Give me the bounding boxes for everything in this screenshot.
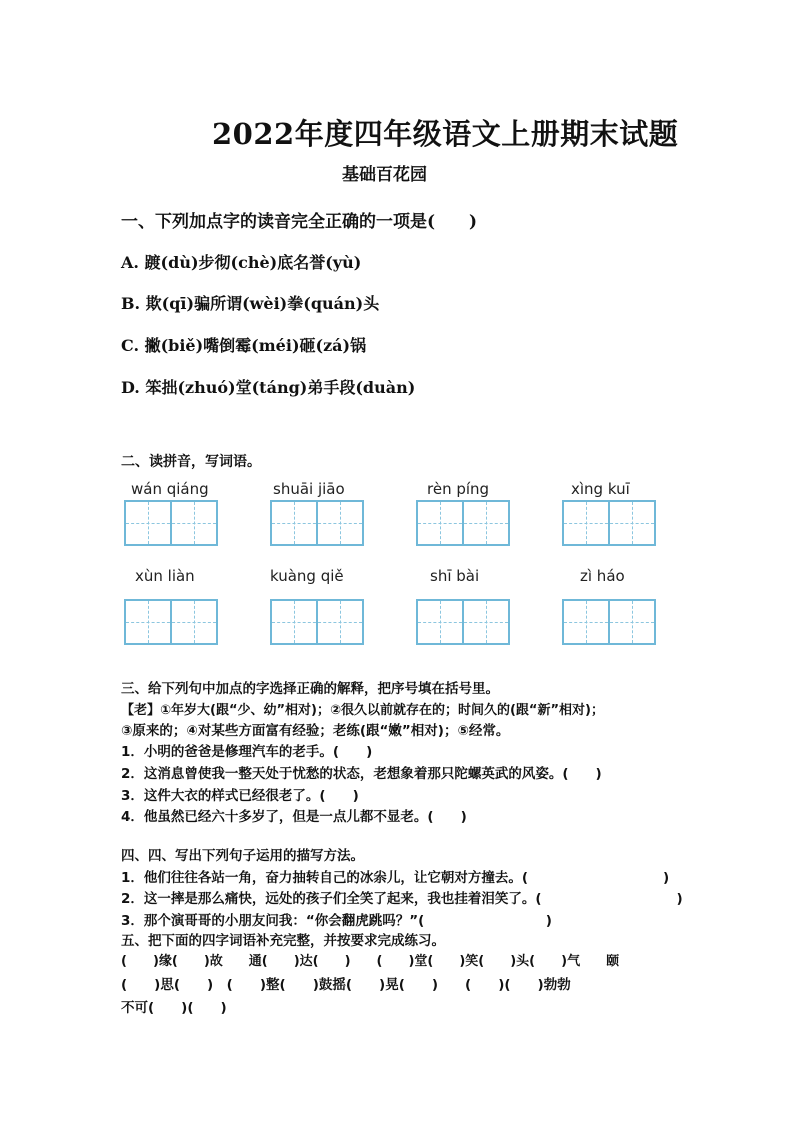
writing-grid[interactable]	[270, 500, 364, 546]
question-item: 1．小明的爸爸是修理汽车的老手。( )	[121, 744, 373, 760]
page-title: 2022年度四年级语文上册期末试题	[212, 117, 679, 151]
pinyin-label: wán qiáng	[131, 480, 209, 498]
pinyin-label: xìng kuī	[571, 480, 630, 498]
fill-line: ( )思( ) ( )整( )鼓摇( )晃( ) ( )( )勃勃	[121, 977, 571, 993]
section2-heading: 二、读拼音，写词语。	[121, 454, 261, 470]
option-a: A. 踱(dù)步彻(chè)底名誉(yù)	[121, 253, 362, 272]
option-c: C. 撇(biě)嘴倒霉(méi)砸(zá)锅	[121, 336, 367, 355]
section3-heading: 三、给下列句中加点的字选择正确的解释，把序号填在括号里。	[121, 681, 499, 697]
section4-heading: 四、四、写出下列句子运用的描写方法。	[121, 848, 364, 864]
question-item: 3．这件大衣的样式已经很老了。( )	[121, 788, 359, 804]
pinyin-label: zì háo	[580, 567, 625, 585]
writing-grid[interactable]	[270, 599, 364, 645]
question-item: 3．那个演哥哥的小朋友问我：“你会翻虎跳吗？”( )	[121, 913, 552, 929]
page-subtitle: 基础百花园	[342, 165, 427, 185]
writing-grid[interactable]	[416, 599, 510, 645]
writing-grid[interactable]	[562, 500, 656, 546]
question-item: 2．这一摔是那么痛快，远处的孩子们全笑了起来，我也挂着泪笑了。( )	[121, 891, 683, 907]
pinyin-label: shuāi jiāo	[273, 480, 345, 498]
pinyin-label: shī bài	[430, 567, 480, 585]
definition-line: ③原来的；④对某些方面富有经验；老练(跟“嫩”相对)；⑤经常。	[121, 723, 510, 739]
section5-heading: 五、把下面的四字词语补充完整，并按要求完成练习。	[121, 933, 445, 949]
question-item: 2．这消息曾使我一整天处于忧愁的状态，老想象着那只陀螺英武的风姿。( )	[121, 766, 602, 782]
question-item: 4．他虽然已经六十多岁了，但是一点儿都不显老。( )	[121, 809, 467, 825]
pinyin-label: rèn píng	[427, 480, 490, 498]
question-item: 1．他们往往各站一角，奋力抽转自己的冰尜儿，让它朝对方撞去。( )	[121, 870, 670, 886]
option-d: D. 笨拙(zhuó)堂(táng)弟手段(duàn)	[121, 378, 416, 397]
writing-grid[interactable]	[562, 599, 656, 645]
writing-grid[interactable]	[416, 500, 510, 546]
section1-question: 一、下列加点字的读音完全正确的一项是( )	[121, 212, 478, 232]
writing-grid[interactable]	[124, 500, 218, 546]
pinyin-label: xùn liàn	[135, 567, 195, 585]
pinyin-label: kuàng qiě	[270, 567, 344, 585]
option-b: B. 欺(qī)骗所谓(wèi)拳(quán)头	[121, 294, 380, 313]
writing-grid[interactable]	[124, 599, 218, 645]
fill-line: 不可( )( )	[121, 1000, 227, 1016]
definition-line: 【老】①年岁大(跟“少、幼”相对)；②很久以前就存在的；时间久的(跟“新”相对)；	[121, 703, 604, 718]
fill-line: ( )缘( )故 通( )达( ) ( )堂( )笑( )头( )气 颐	[121, 954, 620, 969]
